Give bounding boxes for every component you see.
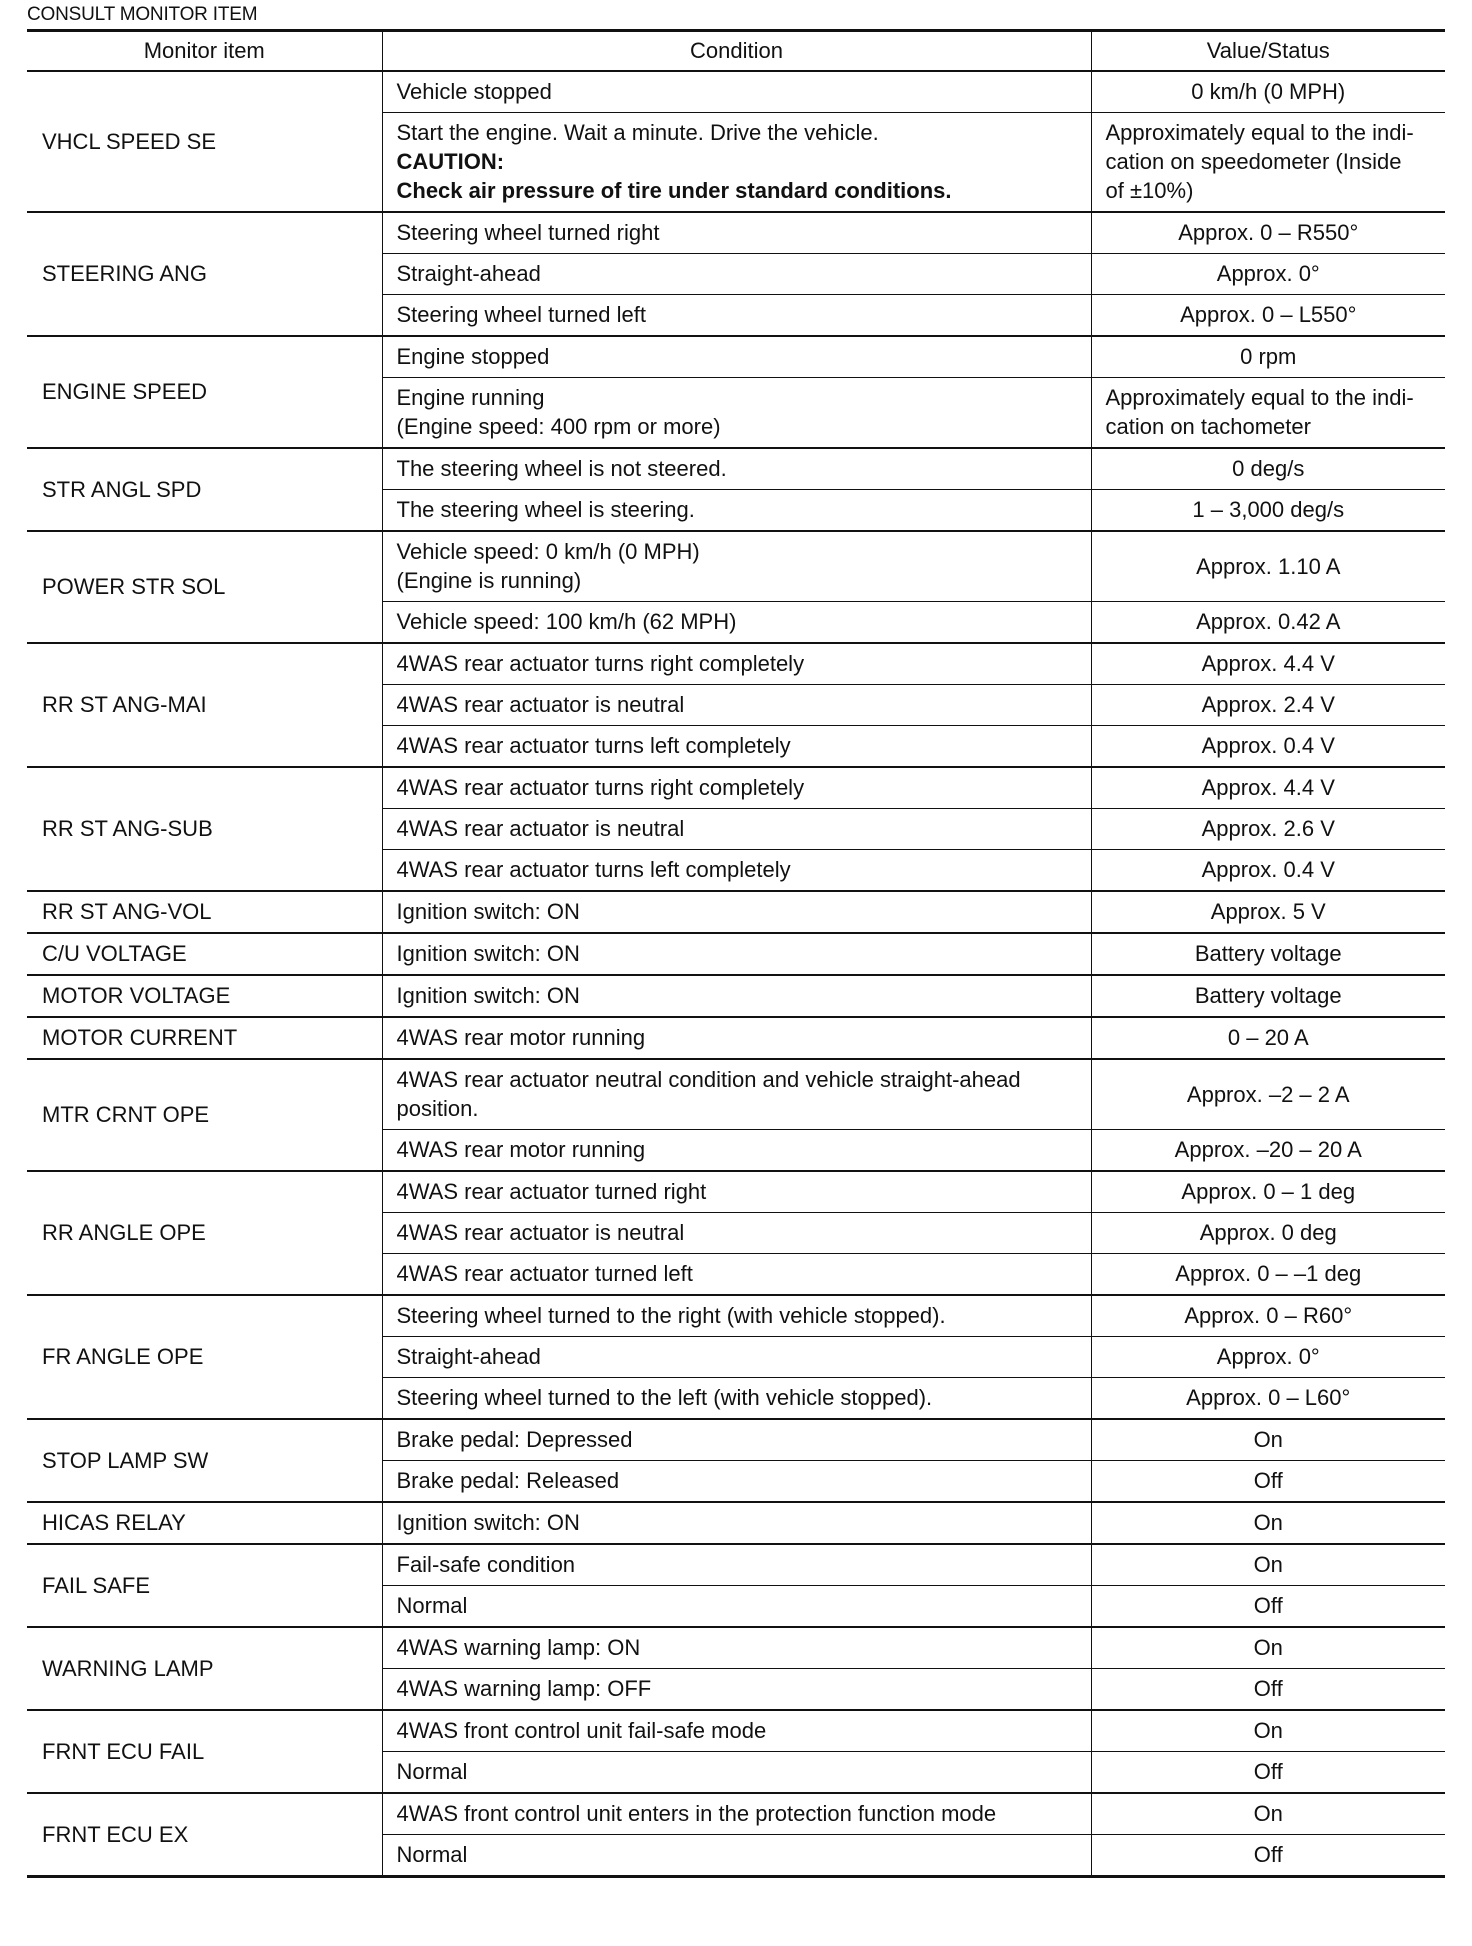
value-status-cell bbox=[1091, 1586, 1445, 1628]
consult-monitor-table bbox=[27, 29, 1445, 1878]
monitor-item-cell: STEERING ANG bbox=[27, 212, 382, 336]
header-row bbox=[27, 31, 1445, 72]
value-text: Approx. 0.4 V bbox=[1201, 857, 1335, 882]
caution-text: Check air pressure of tire under standard conditions. bbox=[396, 178, 952, 203]
value-text: Off bbox=[1253, 1759, 1283, 1784]
value-status-cell bbox=[1091, 643, 1445, 685]
table-row bbox=[27, 531, 1445, 602]
value-status-cell bbox=[1091, 602, 1445, 644]
value-status-cell bbox=[1091, 1669, 1445, 1711]
condition-cell bbox=[382, 643, 1091, 685]
condition-cell bbox=[382, 336, 1091, 378]
header-condition: Condition bbox=[382, 31, 1091, 72]
monitor-item-cell: RR ST ANG-VOL bbox=[27, 891, 382, 933]
condition-cell bbox=[382, 1171, 1091, 1213]
table-row bbox=[27, 1502, 1445, 1544]
condition-text: 4WAS rear actuator is neutral bbox=[396, 816, 685, 841]
value-status-cell bbox=[1091, 850, 1445, 892]
monitor-item-cell: MOTOR VOLTAGE bbox=[27, 975, 382, 1017]
condition-text: 4WAS rear actuator turns right completely bbox=[396, 651, 805, 676]
value-text: Off bbox=[1253, 1676, 1283, 1701]
value-status-cell bbox=[1091, 71, 1445, 113]
condition-cell bbox=[382, 933, 1091, 975]
condition-text: 4WAS rear motor running bbox=[396, 1025, 646, 1050]
condition-cell bbox=[382, 1337, 1091, 1378]
condition-cell bbox=[382, 1502, 1091, 1544]
value-text: Approx. 2.6 V bbox=[1201, 816, 1335, 841]
value-text: Approx. 1.10 A bbox=[1196, 553, 1341, 579]
table-header bbox=[27, 31, 1445, 72]
value-text: Off bbox=[1253, 1593, 1283, 1618]
condition-text: 4WAS rear actuator turned left bbox=[396, 1261, 693, 1286]
condition-cell bbox=[382, 1254, 1091, 1296]
condition-cell bbox=[382, 1544, 1091, 1586]
monitor-item-cell: FRNT ECU EX bbox=[27, 1793, 382, 1877]
condition-text: 4WAS rear actuator turns left completely bbox=[396, 857, 791, 882]
condition-cell bbox=[382, 254, 1091, 295]
condition-text: position. bbox=[396, 1096, 479, 1121]
value-text: Approx. 0° bbox=[1216, 261, 1320, 286]
table-row bbox=[27, 1017, 1445, 1059]
condition-cell bbox=[382, 1059, 1091, 1130]
value-status-cell bbox=[1091, 1254, 1445, 1296]
value-text: On bbox=[1253, 1510, 1283, 1535]
condition-text: Brake pedal: Depressed bbox=[396, 1427, 633, 1452]
monitor-item-cell: RR ST ANG-MAI bbox=[27, 643, 382, 767]
value-status-cell bbox=[1091, 1017, 1445, 1059]
condition-text: Normal bbox=[396, 1842, 468, 1867]
condition-text: Vehicle stopped bbox=[396, 79, 552, 104]
value-status-cell bbox=[1091, 1752, 1445, 1794]
table-row bbox=[27, 1419, 1445, 1461]
monitor-item-cell: ENGINE SPEED bbox=[27, 336, 382, 448]
monitor-item-cell: C/U VOLTAGE bbox=[27, 933, 382, 975]
condition-text: Normal bbox=[396, 1593, 468, 1618]
value-status-cell bbox=[1091, 254, 1445, 295]
value-status-cell bbox=[1091, 1213, 1445, 1254]
condition-text: 4WAS rear actuator is neutral bbox=[396, 692, 685, 717]
value-status-cell bbox=[1091, 1295, 1445, 1337]
condition-text: Engine stopped bbox=[396, 344, 550, 369]
condition-text: Vehicle speed: 0 km/h (0 MPH) bbox=[396, 539, 700, 564]
condition-text: Ignition switch: ON bbox=[396, 983, 580, 1008]
value-text: On bbox=[1253, 1718, 1283, 1743]
value-status-cell bbox=[1091, 1059, 1445, 1130]
condition-cell bbox=[382, 726, 1091, 768]
condition-cell bbox=[382, 1669, 1091, 1711]
condition-cell bbox=[382, 378, 1091, 449]
value-status-cell bbox=[1091, 378, 1445, 449]
value-text: Battery voltage bbox=[1194, 941, 1342, 966]
value-status-cell bbox=[1091, 1171, 1445, 1213]
condition-cell bbox=[382, 1130, 1091, 1172]
monitor-item-cell: STOP LAMP SW bbox=[27, 1419, 382, 1502]
value-status-cell bbox=[1091, 685, 1445, 726]
condition-text: Brake pedal: Released bbox=[396, 1468, 620, 1493]
value-status-cell bbox=[1091, 809, 1445, 850]
value-text: Approx. 0 – –1 deg bbox=[1175, 1261, 1362, 1286]
monitor-item-cell: MOTOR CURRENT bbox=[27, 1017, 382, 1059]
condition-text: Fail-safe condition bbox=[396, 1552, 576, 1577]
value-text: Approx. 0 – L550° bbox=[1180, 302, 1357, 327]
condition-cell bbox=[382, 809, 1091, 850]
condition-text: (Engine speed: 400 rpm or more) bbox=[396, 414, 721, 439]
value-text: Approx. –2 – 2 A bbox=[1186, 1081, 1350, 1107]
condition-text: 4WAS rear actuator is neutral bbox=[396, 1220, 685, 1245]
value-text: Approx. 4.4 V bbox=[1201, 775, 1335, 800]
monitor-item-cell: VHCL SPEED SE bbox=[27, 71, 382, 212]
condition-cell bbox=[382, 448, 1091, 490]
value-text: Off bbox=[1253, 1842, 1283, 1867]
table-row bbox=[27, 975, 1445, 1017]
value-text: Approx. 0.4 V bbox=[1201, 733, 1335, 758]
table-row bbox=[27, 336, 1445, 378]
condition-text: 4WAS front control unit enters in the protection function mode bbox=[396, 1801, 997, 1826]
condition-text: (Engine is running) bbox=[396, 568, 582, 593]
condition-cell bbox=[382, 1213, 1091, 1254]
value-text: cation on tachometer bbox=[1105, 414, 1311, 439]
table-row bbox=[27, 212, 1445, 254]
condition-text: The steering wheel is not steered. bbox=[396, 456, 727, 481]
value-text: Approx. 0.42 A bbox=[1196, 609, 1341, 634]
table-row bbox=[27, 71, 1445, 113]
condition-text: Engine running bbox=[396, 385, 545, 410]
monitor-item-cell: STR ANGL SPD bbox=[27, 448, 382, 531]
value-status-cell bbox=[1091, 295, 1445, 337]
value-text: Approximately equal to the indi- bbox=[1105, 120, 1414, 145]
value-status-cell bbox=[1091, 1793, 1445, 1835]
value-text: 0 – 20 A bbox=[1227, 1025, 1309, 1050]
value-text: Approx. 0° bbox=[1216, 1344, 1320, 1369]
value-status-cell bbox=[1091, 490, 1445, 532]
value-status-cell bbox=[1091, 1337, 1445, 1378]
table-row bbox=[27, 448, 1445, 490]
value-text: cation on speedometer (Inside bbox=[1105, 149, 1402, 174]
condition-text: Normal bbox=[396, 1759, 468, 1784]
table-row bbox=[27, 1544, 1445, 1586]
monitor-item-cell: RR ST ANG-SUB bbox=[27, 767, 382, 891]
value-status-cell bbox=[1091, 1710, 1445, 1752]
condition-cell bbox=[382, 295, 1091, 337]
table-row bbox=[27, 1295, 1445, 1337]
condition-cell bbox=[382, 1378, 1091, 1420]
condition-cell bbox=[382, 602, 1091, 644]
value-text: Approx. 0 – 1 deg bbox=[1181, 1179, 1356, 1204]
value-status-cell bbox=[1091, 1627, 1445, 1669]
condition-text: Straight-ahead bbox=[396, 261, 541, 286]
value-status-cell bbox=[1091, 1461, 1445, 1503]
condition-cell bbox=[382, 1793, 1091, 1835]
value-text: Approx. 0 – L60° bbox=[1186, 1385, 1351, 1410]
condition-text: Vehicle speed: 100 km/h (62 MPH) bbox=[396, 609, 737, 634]
monitor-item-cell: MTR CRNT OPE bbox=[27, 1059, 382, 1171]
value-text: On bbox=[1253, 1635, 1283, 1660]
condition-cell bbox=[382, 1835, 1091, 1877]
condition-cell bbox=[382, 1586, 1091, 1628]
value-text: Approx. 0 – R550° bbox=[1178, 220, 1359, 245]
monitor-item-cell: POWER STR SOL bbox=[27, 531, 382, 643]
monitor-item-cell: FAIL SAFE bbox=[27, 1544, 382, 1627]
condition-cell bbox=[382, 1017, 1091, 1059]
header-value-status: Value/Status bbox=[1091, 31, 1445, 72]
condition-text: 4WAS warning lamp: ON bbox=[396, 1635, 641, 1660]
value-text: 0 km/h (0 MPH) bbox=[1191, 79, 1346, 104]
condition-cell bbox=[382, 1461, 1091, 1503]
condition-cell bbox=[382, 113, 1091, 213]
value-text: 0 rpm bbox=[1240, 344, 1297, 369]
condition-text: Steering wheel turned to the right (with vehicle stopped). bbox=[396, 1303, 946, 1328]
header-monitor-item: Monitor item bbox=[27, 31, 382, 72]
condition-text: 4WAS rear actuator neutral condition and vehicle straight-ahead bbox=[396, 1067, 1021, 1092]
condition-text: 4WAS warning lamp: OFF bbox=[396, 1676, 652, 1701]
table-body bbox=[27, 71, 1445, 1877]
value-text: On bbox=[1253, 1552, 1283, 1577]
value-status-cell bbox=[1091, 113, 1445, 213]
table-row bbox=[27, 643, 1445, 685]
condition-cell bbox=[382, 212, 1091, 254]
value-text: Battery voltage bbox=[1194, 983, 1342, 1008]
table-row bbox=[27, 1171, 1445, 1213]
condition-text: Steering wheel turned right bbox=[396, 220, 660, 245]
value-status-cell bbox=[1091, 975, 1445, 1017]
condition-text: 4WAS front control unit fail-safe mode bbox=[396, 1718, 767, 1743]
value-text: Approx. 5 V bbox=[1210, 899, 1326, 924]
condition-cell bbox=[382, 1710, 1091, 1752]
value-status-cell bbox=[1091, 1502, 1445, 1544]
table-row bbox=[27, 933, 1445, 975]
condition-cell bbox=[382, 1752, 1091, 1794]
condition-cell bbox=[382, 531, 1091, 602]
caution-text: CAUTION: bbox=[396, 149, 505, 174]
table-row bbox=[27, 1627, 1445, 1669]
value-text: of ±10%) bbox=[1105, 178, 1194, 203]
condition-text: Ignition switch: ON bbox=[396, 941, 580, 966]
condition-text: 4WAS rear actuator turned right bbox=[396, 1179, 707, 1204]
value-status-cell bbox=[1091, 531, 1445, 602]
value-text: Approx. 0 deg bbox=[1199, 1220, 1337, 1245]
condition-text: 4WAS rear actuator turns left completely bbox=[396, 733, 791, 758]
value-text: Approx. 0 – R60° bbox=[1184, 1303, 1353, 1328]
condition-cell bbox=[382, 1419, 1091, 1461]
table-row bbox=[27, 1710, 1445, 1752]
condition-text: Ignition switch: ON bbox=[396, 899, 580, 924]
value-status-cell bbox=[1091, 212, 1445, 254]
condition-cell bbox=[382, 767, 1091, 809]
condition-cell bbox=[382, 685, 1091, 726]
condition-text: The steering wheel is steering. bbox=[396, 497, 695, 522]
table-row bbox=[27, 767, 1445, 809]
monitor-item-cell: WARNING LAMP bbox=[27, 1627, 382, 1710]
condition-text: Straight-ahead bbox=[396, 1344, 541, 1369]
table-row bbox=[27, 1793, 1445, 1835]
value-text: Approx. 2.4 V bbox=[1201, 692, 1335, 717]
value-status-cell bbox=[1091, 1378, 1445, 1420]
value-status-cell bbox=[1091, 726, 1445, 768]
condition-cell bbox=[382, 1627, 1091, 1669]
value-status-cell bbox=[1091, 448, 1445, 490]
value-status-cell bbox=[1091, 1835, 1445, 1877]
condition-text: 4WAS rear actuator turns right completely bbox=[396, 775, 805, 800]
value-status-cell bbox=[1091, 767, 1445, 809]
condition-cell bbox=[382, 850, 1091, 892]
table-row bbox=[27, 1059, 1445, 1130]
value-status-cell bbox=[1091, 1544, 1445, 1586]
value-text: 1 – 3,000 deg/s bbox=[1192, 497, 1345, 522]
condition-text: Ignition switch: ON bbox=[396, 1510, 580, 1535]
value-text: Off bbox=[1253, 1468, 1283, 1493]
monitor-item-cell: FRNT ECU FAIL bbox=[27, 1710, 382, 1793]
condition-cell bbox=[382, 1295, 1091, 1337]
table-row bbox=[27, 891, 1445, 933]
monitor-item-cell: HICAS RELAY bbox=[27, 1502, 382, 1544]
condition-cell bbox=[382, 71, 1091, 113]
condition-text: Steering wheel turned to the left (with vehicle stopped). bbox=[396, 1385, 933, 1410]
value-status-cell bbox=[1091, 336, 1445, 378]
condition-text: Start the engine. Wait a minute. Drive the vehicle. bbox=[396, 120, 879, 145]
value-text: On bbox=[1253, 1801, 1283, 1826]
document-title: CONSULT MONITOR ITEM bbox=[27, 4, 258, 25]
value-status-cell bbox=[1091, 933, 1445, 975]
monitor-item-cell: FR ANGLE OPE bbox=[27, 1295, 382, 1419]
value-status-cell bbox=[1091, 891, 1445, 933]
condition-cell bbox=[382, 975, 1091, 1017]
value-text: Approx. 4.4 V bbox=[1201, 651, 1335, 676]
value-status-cell bbox=[1091, 1130, 1445, 1172]
condition-text: 4WAS rear motor running bbox=[396, 1137, 646, 1162]
value-text: Approximately equal to the indi- bbox=[1105, 385, 1414, 410]
value-text: On bbox=[1253, 1427, 1283, 1452]
condition-text: Steering wheel turned left bbox=[396, 302, 646, 327]
value-text: 0 deg/s bbox=[1232, 456, 1305, 481]
condition-cell bbox=[382, 490, 1091, 532]
value-status-cell bbox=[1091, 1419, 1445, 1461]
monitor-item-cell: RR ANGLE OPE bbox=[27, 1171, 382, 1295]
condition-cell bbox=[382, 891, 1091, 933]
value-text: Approx. –20 – 20 A bbox=[1174, 1137, 1362, 1162]
